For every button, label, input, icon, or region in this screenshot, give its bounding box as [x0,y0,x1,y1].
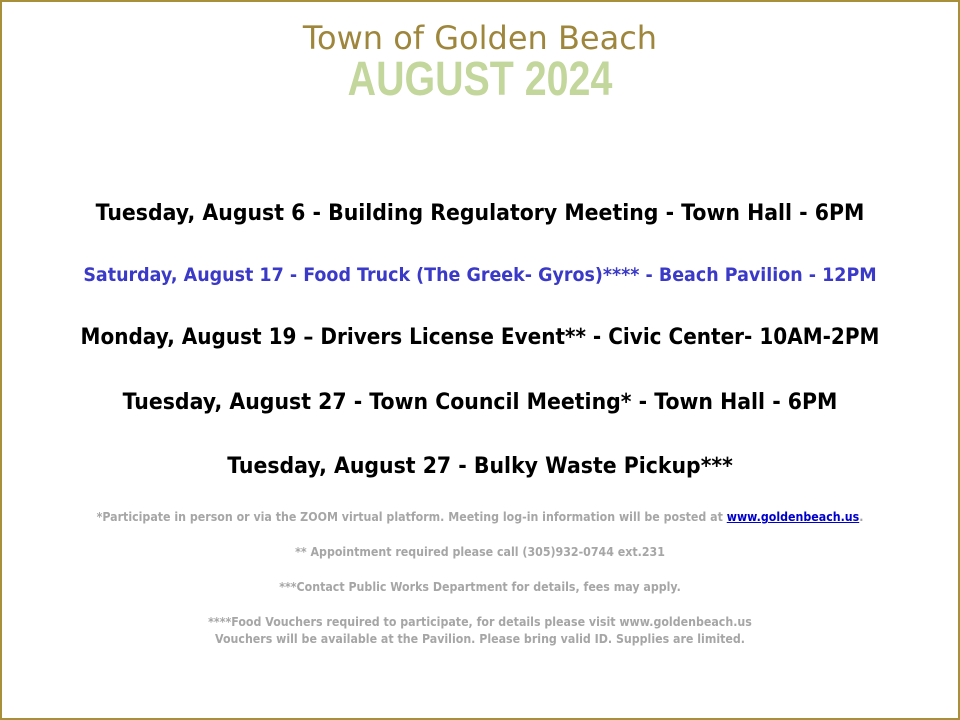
event-item: Tuesday, August 27 - Town Council Meeting* - Town Hall - 6PM [122,390,838,415]
page-title: Town of Golden Beach [302,19,658,57]
footnote-zoom-text: *Participate in person or via the ZOOM virtual platform. Meeting log-in information will be posted at [96,510,727,524]
website-link[interactable]: www.goldenbeach.us [726,510,860,524]
footnote-vouchers: ****Food Vouchers required to participate, for details please visit www.goldenbeach.us [208,615,752,629]
event-item-highlighted: Saturday, August 17 - Food Truck (The Greek- Gyros)**** - Beach Pavilion - 12PM [83,264,877,286]
footnote-vouchers-detail: Vouchers will be available at the Pavilion. Please bring valid ID. Supplies are limited. [215,632,745,646]
event-item: Tuesday, August 6 - Building Regulatory Meeting - Town Hall - 6PM [95,201,865,226]
event-item: Tuesday, August 27 - Bulky Waste Pickup*** [227,454,733,479]
footnote-public-works: ***Contact Public Works Department for details, fees may apply. [279,580,681,594]
footnote-appointment: ** Appointment required please call (305)932-0744 ext.231 [295,545,665,559]
footnote-zoom [40,509,920,526]
footnote-zoom-end: . [859,510,864,524]
month-heading: AUGUST 2024 [347,53,613,106]
event-item: Monday, August 19 – Drivers License Event** - Civic Center- 10AM-2PM [80,325,880,350]
